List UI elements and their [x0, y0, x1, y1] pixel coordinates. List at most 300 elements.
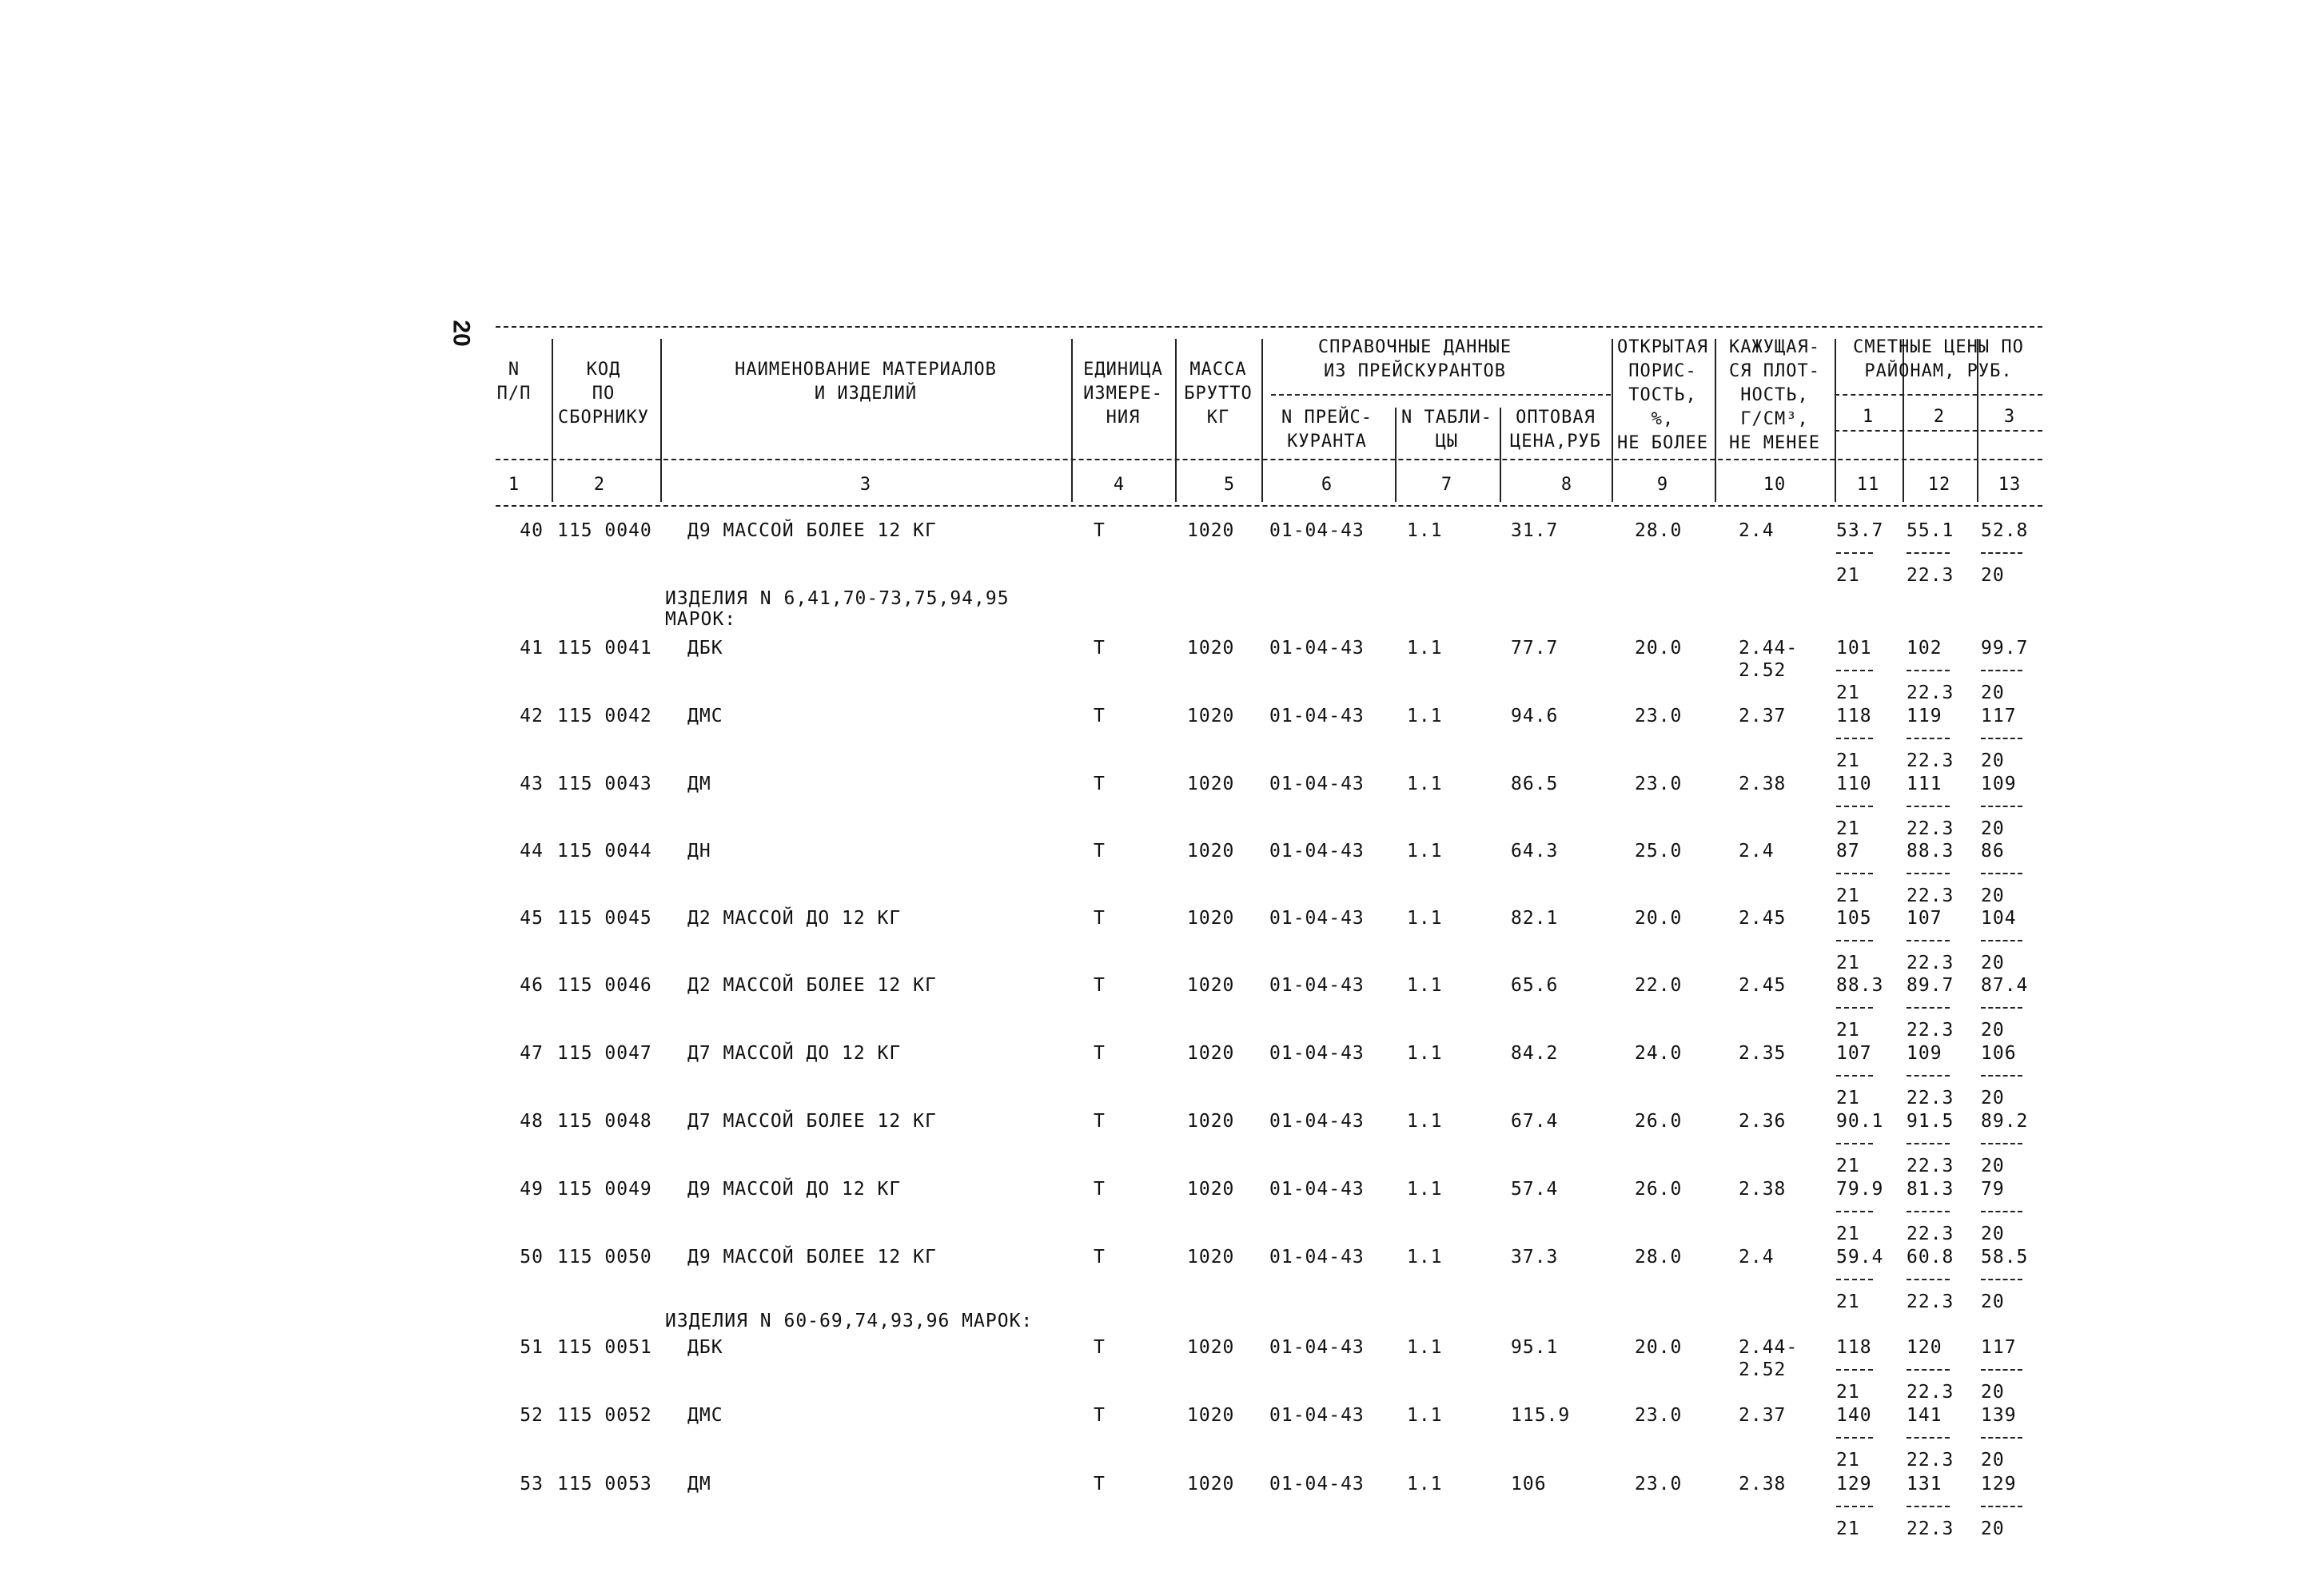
row-density: 2.4 — [1739, 1247, 1775, 1268]
section-heading: ИЗДЕЛИЯ N 6,41,70-73,75,94,95 — [665, 588, 1010, 609]
row-price-region-1: 59.4 — [1836, 1247, 1884, 1268]
row-unit: Т — [1094, 908, 1106, 929]
row-wholesale: 95.1 — [1511, 1337, 1559, 1358]
row-wholesale: 86.5 — [1511, 774, 1559, 794]
price-group-rule — [1835, 394, 2042, 396]
fraction-line — [1907, 1211, 1950, 1212]
row-porosity: 24.0 — [1635, 1043, 1683, 1064]
row-price-region-3: 109 — [1981, 774, 2017, 794]
row-price-list: 01-04-43 — [1269, 520, 1365, 541]
row-number: 48 — [520, 1111, 544, 1132]
header-cell-porosity: ТОСТЬ, — [1628, 385, 1697, 405]
row-coef-region-1: 21 — [1836, 683, 1860, 703]
row-number: 42 — [520, 706, 544, 726]
header-cell-code: СБОРНИКУ — [558, 408, 649, 428]
row-price-list: 01-04-43 — [1269, 1179, 1365, 1200]
fraction-line — [1907, 738, 1950, 739]
fraction-line — [1907, 806, 1950, 807]
row-wholesale: 57.4 — [1511, 1179, 1559, 1200]
row-mass: 1020 — [1187, 1043, 1235, 1064]
fraction-line — [1907, 1279, 1950, 1280]
column-separator — [1071, 339, 1073, 502]
row-mass: 1020 — [1187, 706, 1235, 726]
header-cell-table: N ТАБЛИ- — [1401, 408, 1492, 428]
row-number: 52 — [520, 1405, 544, 1426]
row-unit: Т — [1094, 841, 1106, 862]
row-price-region-2: 119 — [1907, 706, 1942, 726]
fraction-line — [1907, 1369, 1950, 1371]
row-unit: Т — [1094, 975, 1106, 996]
header-cell-mass: КГ — [1206, 408, 1230, 428]
row-coef-region-3: 20 — [1981, 565, 2005, 586]
header-cell-unit: НИЯ — [1106, 408, 1141, 428]
row-unit: Т — [1094, 706, 1106, 726]
row-porosity: 23.0 — [1635, 1474, 1683, 1495]
fraction-line — [1907, 552, 1950, 554]
column-number: 7 — [1440, 475, 1453, 495]
row-coef-region-3: 20 — [1981, 683, 2005, 703]
ref-group-rule — [1271, 394, 1611, 396]
column-separator — [1500, 408, 1501, 502]
row-code: 115 0047 — [557, 1043, 652, 1064]
fraction-line — [1981, 1506, 2022, 1507]
row-number: 49 — [520, 1179, 544, 1200]
page-number: 20 — [448, 320, 475, 347]
row-code: 115 0051 — [557, 1337, 652, 1358]
row-price-list: 01-04-43 — [1269, 841, 1365, 862]
row-price-region-2: 81.3 — [1907, 1179, 1954, 1200]
row-coef-region-3: 20 — [1981, 1224, 2005, 1244]
header-cell-name: НАИМЕНОВАНИЕ МАТЕРИАЛОВ — [735, 360, 997, 380]
row-density: 2.38 — [1739, 1474, 1787, 1495]
header-group-reference: СПРАВОЧНЫЕ ДАННЫЕ — [1317, 337, 1512, 357]
fraction-line — [1981, 873, 2022, 874]
row-unit: Т — [1094, 774, 1106, 794]
header-cell-porosity: ОТКРЫТАЯ — [1617, 337, 1708, 357]
row-coef-region-3: 20 — [1981, 1020, 2005, 1041]
row-price-region-3: 58.5 — [1981, 1247, 2029, 1268]
row-coef-region-2: 22.3 — [1907, 1224, 1954, 1244]
column-number: 3 — [859, 475, 872, 495]
row-mass: 1020 — [1187, 1179, 1235, 1200]
row-wholesale: 67.4 — [1511, 1111, 1559, 1132]
fraction-line — [1836, 1279, 1873, 1280]
row-price-list: 01-04-43 — [1269, 1474, 1365, 1495]
column-number: 11 — [1856, 475, 1880, 495]
header-cell-price-list: КУРАНТА — [1287, 432, 1367, 452]
header-cell-porosity: %, — [1651, 409, 1675, 429]
row-code: 115 0041 — [557, 638, 652, 659]
row-price-region-3: 129 — [1981, 1474, 2017, 1495]
row-coef-region-1: 21 — [1836, 1450, 1860, 1471]
row-coef-region-1: 21 — [1836, 1156, 1860, 1176]
fraction-line — [1981, 1437, 2022, 1439]
fraction-line — [1836, 940, 1873, 941]
row-coef-region-2: 22.3 — [1907, 953, 1954, 973]
row-coef-region-3: 20 — [1981, 1156, 2005, 1176]
column-number: 9 — [1656, 475, 1669, 495]
header-group-reference: ИЗ ПРЕЙСКУРАНТОВ — [1324, 361, 1506, 381]
row-coef-region-3: 20 — [1981, 886, 2005, 906]
header-cell-porosity: НЕ БОЛЕЕ — [1617, 433, 1708, 453]
fraction-line — [1981, 1143, 2022, 1144]
column-separator — [1395, 408, 1397, 502]
row-price-list: 01-04-43 — [1269, 975, 1365, 996]
row-price-region-1: 107 — [1836, 1043, 1872, 1064]
row-number: 46 — [520, 975, 544, 996]
row-coef-region-2: 22.3 — [1907, 1450, 1954, 1471]
fraction-line — [1981, 1007, 2022, 1009]
row-number: 44 — [520, 841, 544, 862]
row-table: 1.1 — [1407, 1179, 1443, 1200]
row-price-region-2: 89.7 — [1907, 975, 1954, 996]
row-code: 115 0045 — [557, 908, 652, 929]
row-density: 2.37 — [1739, 1405, 1787, 1426]
row-code: 115 0043 — [557, 774, 652, 794]
row-porosity: 20.0 — [1635, 908, 1683, 929]
row-price-region-3: 52.8 — [1981, 520, 2029, 541]
row-unit: Т — [1094, 1111, 1106, 1132]
row-name: Д9 МАССОЙ БОЛЕЕ 12 КГ — [687, 520, 937, 541]
row-code: 115 0042 — [557, 706, 652, 726]
row-wholesale: 31.7 — [1511, 520, 1559, 541]
row-price-region-2: 91.5 — [1907, 1111, 1954, 1132]
row-coef-region-3: 20 — [1981, 1292, 2005, 1312]
row-mass: 1020 — [1187, 841, 1235, 862]
row-porosity: 28.0 — [1635, 520, 1683, 541]
row-price-region-2: 131 — [1907, 1474, 1942, 1495]
row-unit: Т — [1094, 1405, 1106, 1426]
header-region-2: 2 — [1933, 407, 1946, 427]
row-mass: 1020 — [1187, 520, 1235, 541]
header-cell-n: П/П — [496, 384, 532, 404]
row-table: 1.1 — [1407, 1405, 1443, 1426]
header-cell-density: СЯ ПЛОТ- — [1729, 361, 1820, 381]
row-wholesale: 77.7 — [1511, 638, 1559, 659]
fraction-line — [1836, 1143, 1873, 1144]
row-number: 47 — [520, 1043, 544, 1064]
header-cell-density: КАЖУЩАЯ- — [1729, 337, 1820, 357]
row-price-region-3: 89.2 — [1981, 1111, 2029, 1132]
row-price-region-3: 117 — [1981, 706, 2017, 726]
row-price-region-2: 55.1 — [1907, 520, 1954, 541]
row-coef-region-3: 20 — [1981, 750, 2005, 771]
row-density: 2.38 — [1739, 1179, 1787, 1200]
fraction-line — [1836, 1506, 1873, 1507]
row-table: 1.1 — [1407, 1247, 1443, 1268]
row-table: 1.1 — [1407, 520, 1443, 541]
fraction-line — [1907, 873, 1950, 874]
row-table: 1.1 — [1407, 706, 1443, 726]
row-unit: Т — [1094, 1179, 1106, 1200]
row-coef-region-1: 21 — [1836, 953, 1860, 973]
row-number: 50 — [520, 1247, 544, 1268]
row-density: 2.4 — [1739, 841, 1775, 862]
row-price-region-3: 86 — [1981, 841, 2005, 862]
row-name: ДБК — [687, 638, 723, 659]
row-density: 2.52 — [1739, 1359, 1787, 1380]
header-region-1: 1 — [1862, 407, 1875, 427]
row-coef-region-1: 21 — [1836, 886, 1860, 906]
row-unit: Т — [1094, 1247, 1106, 1268]
row-code: 115 0046 — [557, 975, 652, 996]
table-top-rule — [496, 326, 2042, 328]
column-separator — [660, 339, 662, 502]
row-name: Д2 МАССОЙ БОЛЕЕ 12 КГ — [687, 975, 937, 996]
row-wholesale: 64.3 — [1511, 841, 1559, 862]
fraction-line — [1836, 552, 1873, 554]
row-price-region-2: 88.3 — [1907, 841, 1954, 862]
row-unit: Т — [1094, 638, 1106, 659]
row-price-list: 01-04-43 — [1269, 638, 1365, 659]
row-coef-region-3: 20 — [1981, 1088, 2005, 1108]
row-mass: 1020 — [1187, 1337, 1235, 1358]
row-price-region-3: 139 — [1981, 1405, 2017, 1426]
row-table: 1.1 — [1407, 1043, 1443, 1064]
section-heading: МАРОК: — [665, 609, 737, 630]
row-number: 43 — [520, 774, 544, 794]
row-price-list: 01-04-43 — [1269, 1247, 1365, 1268]
row-coef-region-2: 22.3 — [1907, 1382, 1954, 1403]
column-number: 12 — [1927, 475, 1951, 495]
header-cell-unit: ЕДИНИЦА — [1083, 360, 1163, 380]
row-coef-region-2: 22.3 — [1907, 1292, 1954, 1312]
fraction-line — [1836, 1211, 1873, 1212]
column-separator — [1835, 339, 1836, 502]
column-number: 6 — [1321, 475, 1333, 495]
column-number: 2 — [593, 475, 606, 495]
row-wholesale: 106 — [1511, 1474, 1547, 1495]
row-price-region-1: 110 — [1836, 774, 1872, 794]
row-density: 2.37 — [1739, 706, 1787, 726]
fraction-line — [1907, 1437, 1950, 1439]
row-coef-region-3: 20 — [1981, 1518, 2005, 1539]
numbering-bottom-rule — [496, 505, 2042, 507]
row-mass: 1020 — [1187, 1405, 1235, 1426]
row-porosity: 22.0 — [1635, 975, 1683, 996]
row-number: 51 — [520, 1337, 544, 1358]
fraction-line — [1836, 873, 1873, 874]
row-name: Д7 МАССОЙ БОЛЕЕ 12 КГ — [687, 1111, 937, 1132]
header-group-prices: СМЕТНЫЕ ЦЕНЫ ПО — [1853, 337, 2024, 357]
fraction-line — [1836, 806, 1873, 807]
fraction-line — [1907, 1007, 1950, 1009]
row-name: ДМ — [687, 774, 711, 794]
row-price-list: 01-04-43 — [1269, 1111, 1365, 1132]
row-name: ДМ — [687, 1474, 711, 1495]
row-density: 2.38 — [1739, 774, 1787, 794]
section-heading: ИЗДЕЛИЯ N 60-69,74,93,96 МАРОК: — [665, 1311, 1034, 1331]
row-coef-region-1: 21 — [1836, 1020, 1860, 1041]
row-price-list: 01-04-43 — [1269, 908, 1365, 929]
row-coef-region-1: 21 — [1836, 1224, 1860, 1244]
row-coef-region-1: 21 — [1836, 1382, 1860, 1403]
row-wholesale: 82.1 — [1511, 908, 1559, 929]
row-price-region-1: 118 — [1836, 706, 1872, 726]
column-separator — [552, 339, 553, 502]
row-price-list: 01-04-43 — [1269, 706, 1365, 726]
row-porosity: 26.0 — [1635, 1111, 1683, 1132]
row-code: 115 0040 — [557, 520, 652, 541]
fraction-line — [1981, 1279, 2022, 1280]
row-code: 115 0044 — [557, 841, 652, 862]
row-coef-region-2: 22.3 — [1907, 683, 1954, 703]
column-separator — [1612, 339, 1613, 502]
row-mass: 1020 — [1187, 975, 1235, 996]
header-bottom-rule — [496, 459, 2042, 460]
header-cell-density: НОСТЬ, — [1740, 385, 1809, 405]
row-price-region-3: 79 — [1981, 1179, 2005, 1200]
row-mass: 1020 — [1187, 774, 1235, 794]
header-region-3: 3 — [2003, 407, 2016, 427]
row-price-region-3: 99.7 — [1981, 638, 2029, 659]
row-price-region-1: 101 — [1836, 638, 1872, 659]
fraction-line — [1836, 670, 1873, 671]
row-price-region-2: 102 — [1907, 638, 1942, 659]
row-price-region-3: 104 — [1981, 908, 2017, 929]
row-density: 2.44- — [1739, 638, 1799, 659]
fraction-line — [1907, 940, 1950, 941]
row-unit: Т — [1094, 1337, 1106, 1358]
row-name: ДБК — [687, 1337, 723, 1358]
row-coef-region-2: 22.3 — [1907, 1020, 1954, 1041]
row-number: 45 — [520, 908, 544, 929]
row-unit: Т — [1094, 520, 1106, 541]
fraction-line — [1907, 1075, 1950, 1077]
row-price-region-3: 106 — [1981, 1043, 2017, 1064]
row-coef-region-2: 22.3 — [1907, 1088, 1954, 1108]
column-number: 10 — [1763, 475, 1787, 495]
region-rule — [1835, 430, 2042, 432]
row-price-region-2: 120 — [1907, 1337, 1942, 1358]
fraction-line — [1836, 1007, 1873, 1009]
header-cell-n: N — [508, 360, 520, 380]
row-price-region-1: 118 — [1836, 1337, 1872, 1358]
row-price-region-2: 60.8 — [1907, 1247, 1954, 1268]
header-cell-wholesale: ОПТОВАЯ — [1516, 408, 1596, 428]
row-porosity: 25.0 — [1635, 841, 1683, 862]
fraction-line — [1836, 1369, 1873, 1371]
header-cell-mass: МАССА — [1189, 360, 1247, 380]
row-wholesale: 84.2 — [1511, 1043, 1559, 1064]
row-price-region-2: 141 — [1907, 1405, 1942, 1426]
header-cell-wholesale: ЦЕНА,РУБ — [1510, 432, 1601, 452]
fraction-line — [1981, 670, 2022, 671]
header-cell-density: Г/СМ³, — [1740, 409, 1809, 429]
row-wholesale: 94.6 — [1511, 706, 1559, 726]
row-price-region-1: 105 — [1836, 908, 1872, 929]
row-wholesale: 115.9 — [1511, 1405, 1571, 1426]
row-price-region-1: 87 — [1836, 841, 1860, 862]
row-price-region-1: 88.3 — [1836, 975, 1884, 996]
row-price-region-2: 111 — [1907, 774, 1942, 794]
fraction-line — [1981, 738, 2022, 739]
header-cell-density: НЕ МЕНЕЕ — [1729, 433, 1820, 453]
fraction-line — [1907, 1506, 1950, 1507]
fraction-line — [1981, 1211, 2022, 1212]
row-mass: 1020 — [1187, 1111, 1235, 1132]
row-price-region-1: 140 — [1836, 1405, 1872, 1426]
row-price-region-1: 53.7 — [1836, 520, 1884, 541]
row-unit: Т — [1094, 1043, 1106, 1064]
row-table: 1.1 — [1407, 841, 1443, 862]
row-coef-region-1: 21 — [1836, 818, 1860, 839]
row-mass: 1020 — [1187, 1474, 1235, 1495]
header-cell-code: ПО — [592, 384, 616, 404]
row-density: 2.35 — [1739, 1043, 1787, 1064]
row-wholesale: 65.6 — [1511, 975, 1559, 996]
header-cell-mass: БРУТТО — [1184, 384, 1253, 404]
column-separator — [1175, 339, 1177, 502]
row-code: 115 0052 — [557, 1405, 652, 1426]
row-number: 41 — [520, 638, 544, 659]
row-number: 40 — [520, 520, 544, 541]
row-name: ДМС — [687, 1405, 723, 1426]
header-cell-unit: ИЗМЕРЕ- — [1083, 384, 1163, 404]
fraction-line — [1836, 1075, 1873, 1077]
row-code: 115 0053 — [557, 1474, 652, 1495]
column-separator — [1261, 339, 1263, 502]
row-table: 1.1 — [1407, 774, 1443, 794]
column-number: 1 — [508, 475, 520, 495]
row-code: 115 0049 — [557, 1179, 652, 1200]
fraction-line — [1836, 1437, 1873, 1439]
row-density: 2.4 — [1739, 520, 1775, 541]
row-name: Д2 МАССОЙ ДО 12 КГ — [687, 908, 902, 929]
row-coef-region-2: 22.3 — [1907, 818, 1954, 839]
row-table: 1.1 — [1407, 975, 1443, 996]
fraction-line — [1981, 1075, 2022, 1077]
row-price-list: 01-04-43 — [1269, 1043, 1365, 1064]
column-number: 4 — [1113, 475, 1126, 495]
row-price-list: 01-04-43 — [1269, 774, 1365, 794]
header-cell-table: ЦЫ — [1435, 432, 1459, 452]
row-name: ДМС — [687, 706, 723, 726]
row-porosity: 23.0 — [1635, 706, 1683, 726]
row-porosity: 26.0 — [1635, 1179, 1683, 1200]
row-price-region-1: 90.1 — [1836, 1111, 1884, 1132]
row-price-region-2: 107 — [1907, 908, 1942, 929]
row-coef-region-2: 22.3 — [1907, 1518, 1954, 1539]
row-density: 2.52 — [1739, 660, 1787, 681]
fraction-line — [1907, 670, 1950, 671]
column-number: 5 — [1223, 475, 1236, 495]
row-density: 2.45 — [1739, 975, 1787, 996]
row-porosity: 20.0 — [1635, 638, 1683, 659]
row-name: Д9 МАССОЙ ДО 12 КГ — [687, 1179, 902, 1200]
fraction-line — [1981, 552, 2022, 554]
row-coef-region-1: 21 — [1836, 1088, 1860, 1108]
fraction-line — [1907, 1143, 1950, 1144]
row-mass: 1020 — [1187, 1247, 1235, 1268]
row-coef-region-1: 21 — [1836, 1518, 1860, 1539]
header-cell-price-list: N ПРЕЙС- — [1281, 408, 1373, 428]
row-wholesale: 37.3 — [1511, 1247, 1559, 1268]
row-porosity: 28.0 — [1635, 1247, 1683, 1268]
row-price-list: 01-04-43 — [1269, 1405, 1365, 1426]
row-table: 1.1 — [1407, 1474, 1443, 1495]
fraction-line — [1981, 940, 2022, 941]
row-unit: Т — [1094, 1474, 1106, 1495]
row-coef-region-2: 22.3 — [1907, 750, 1954, 771]
row-coef-region-3: 20 — [1981, 818, 2005, 839]
row-table: 1.1 — [1407, 1337, 1443, 1358]
header-cell-code: КОД — [586, 360, 621, 380]
row-price-region-2: 109 — [1907, 1043, 1942, 1064]
row-coef-region-1: 21 — [1836, 1292, 1860, 1312]
row-porosity: 23.0 — [1635, 1405, 1683, 1426]
fraction-line — [1981, 806, 2022, 807]
